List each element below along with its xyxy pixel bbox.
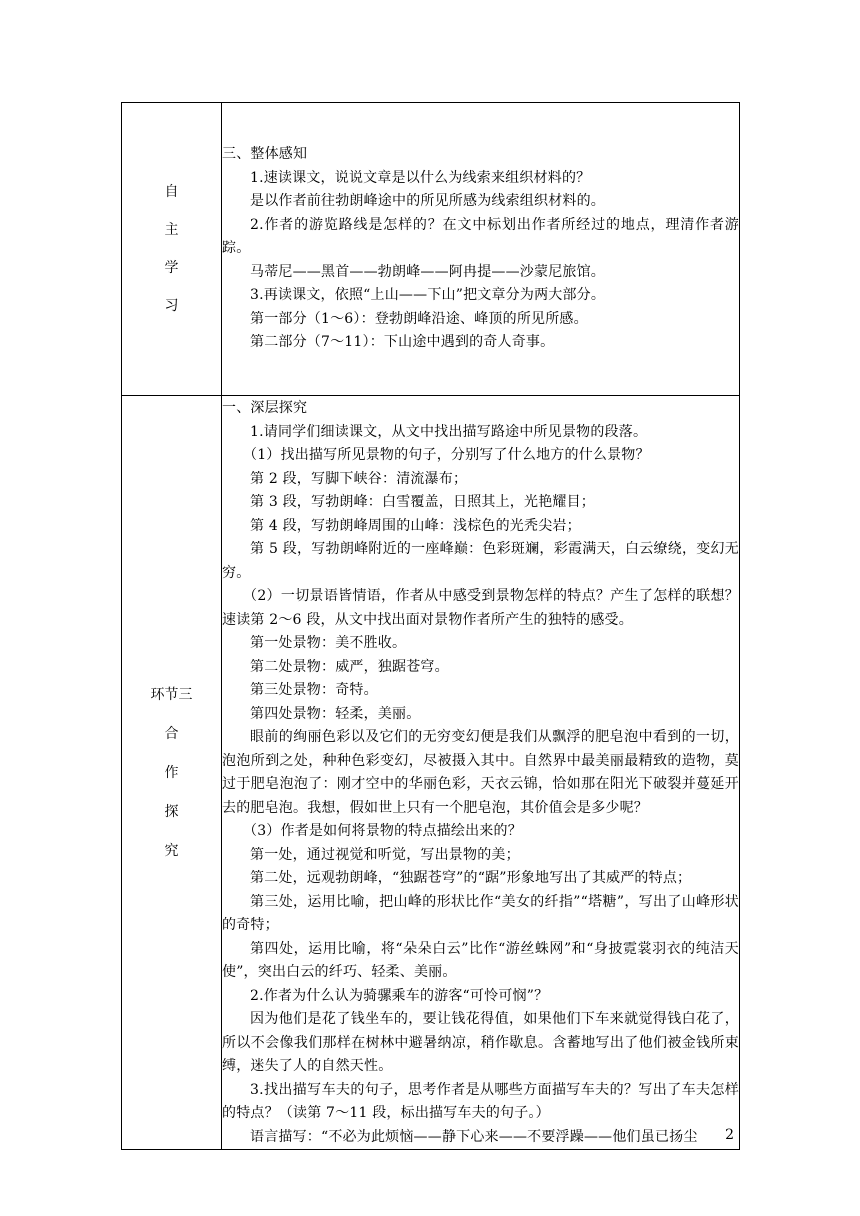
paragraph: 3.再读课文，依照“上山——下山”把文章分为两大部分。 <box>250 287 606 304</box>
paragraph: 3.找出描写车夫的句子，思考作者是从哪些方面描写车夫的？写出了车夫怎样的特点？（读第 7～11 段，标出描写车夫的句子。） <box>222 1081 739 1121</box>
paragraph: 三、整体感知 <box>222 146 308 163</box>
section1-paragraphs <box>222 143 739 355</box>
label-char: 作 <box>164 764 179 781</box>
page-number: 2 <box>725 1127 734 1143</box>
label-char: 合 <box>164 725 179 742</box>
paragraph: 第二部分（7～11）：下山途中遇到的奇人奇事。 <box>250 334 555 351</box>
table-row-self-study <box>122 103 740 396</box>
paragraph: 眼前的绚丽色彩以及它们的无穷变幻便是我们从飘浮的肥皂泡中看到的一切，泡泡所到之处，种种色彩变幻，尽被摄入其中。自然界中最美丽最精致的造物，莫过于肥皂泡泡了：刚才空中的华丽色彩，天衣云锦，恰如那在阳光下破裂并蔓延开去的肥皂泡。我想，假如世上只有一个肥皂泡，其价值会是多少呢？ <box>222 729 739 816</box>
paragraph: 是以作者前往勃朗峰途中的所见所感为线索组织材料的。 <box>250 193 605 210</box>
paragraph: 1.速读课文，说说文章是以什么为线索来组织材料的？ <box>250 169 591 186</box>
paragraph: 第三处景物：奇特。 <box>250 682 378 698</box>
paragraph: 1.请同学们细读课文，从文中找出描写路途中所见景物的段落。 <box>250 423 648 440</box>
row-label-self-study <box>122 103 222 396</box>
paragraph: 一、深层探究 <box>222 400 308 416</box>
section2-paragraphs <box>222 397 739 1149</box>
paragraph: 第 4 段，写勃朗峰周围的山峰：浅棕色的光秃尖岩； <box>250 517 581 534</box>
paragraph: 因为他们是花了钱坐车的，要让钱花得值，如果他们下车来就觉得钱白花了，所以不会像我们那样在树林中避暑纳凉，稍作歇息。含蓄地写出了他们被金钱所束缚，迷失了人的自然天性。 <box>222 1011 739 1074</box>
paragraph: 马蒂尼——黑首——勃朗峰——阿冉提——沙蒙尼旅馆。 <box>250 263 605 280</box>
lesson-table <box>121 102 740 1150</box>
paragraph: 第 2 段，写脚下峡谷：清流瀑布； <box>250 470 468 487</box>
section2-content <box>222 396 740 1150</box>
section1-content <box>222 103 740 396</box>
paragraph: 第四处景物：轻柔，美丽。 <box>250 705 421 722</box>
paragraph: 2.作者为什么认为骑骡乘车的游客“可怜可悯”？ <box>250 987 549 1004</box>
label-heading: 环节三 <box>150 686 193 703</box>
paragraph: 第 5 段，写勃朗峰附近的一座峰巅：色彩斑斓，彩霞满天，白云缭绕，变幻无穷。 <box>222 541 739 581</box>
paragraph: 语言描写：“不必为此烦恼——静下心来——不要浮躁——他们虽已扬尘 <box>250 1128 698 1145</box>
paragraph: （2）一切景语皆情语，作者从中感受到景物怎样的特点？产生了怎样的联想？速读第 2～6 段，从文中找出面对景物作者所产生的独特的感受。 <box>222 588 739 628</box>
label-char: 自 <box>164 184 179 200</box>
paragraph: 第 3 段，写勃朗峰：白雪覆盖，日照其上，光艳耀目； <box>250 494 596 510</box>
paragraph: 第三处，运用比喻，把山峰的形状比作“美女的纤指”“塔糖”，写出了山峰形状的奇特； <box>222 893 739 933</box>
paragraph: 2.作者的游览路线是怎样的？在文中标划出作者所经过的地点，理清作者游踪。 <box>222 216 739 257</box>
paragraph: 第一处，通过视觉和听觉，写出景物的美； <box>250 846 520 863</box>
paragraph: （1）找出描写所见景物的句子，分别写了什么地方的什么景物？ <box>243 447 650 463</box>
table-row-cooperative-inquiry <box>122 396 740 1150</box>
label-char: 探 <box>164 803 179 820</box>
label-char: 主 <box>164 222 179 238</box>
label-char: 习 <box>164 298 179 314</box>
paragraph: 第二处景物：威严，独踞苍穹。 <box>250 658 449 675</box>
row-label-cooperative-inquiry <box>122 396 222 1150</box>
label-char: 学 <box>164 260 179 276</box>
paragraph: （3）作者是如何将景物的特点描绘出来的？ <box>243 823 522 839</box>
paragraph: 第一部分（1～6）：登勃朗峰沿途、峰顶的所见所感。 <box>250 310 588 327</box>
paragraph: 第二处，远观勃朗峰，“独踞苍穹”的“踞”形象地写出了其威严的特点； <box>250 870 692 886</box>
label-char: 究 <box>164 842 179 859</box>
paragraph: 第四处，运用比喻，将“朵朵白云”比作“游丝蛛网”和“身披霓裳羽衣的纯洁天使”，突出白云的纤巧、轻柔、美丽。 <box>222 940 739 980</box>
paragraph: 第一处景物：美不胜收。 <box>250 635 407 651</box>
